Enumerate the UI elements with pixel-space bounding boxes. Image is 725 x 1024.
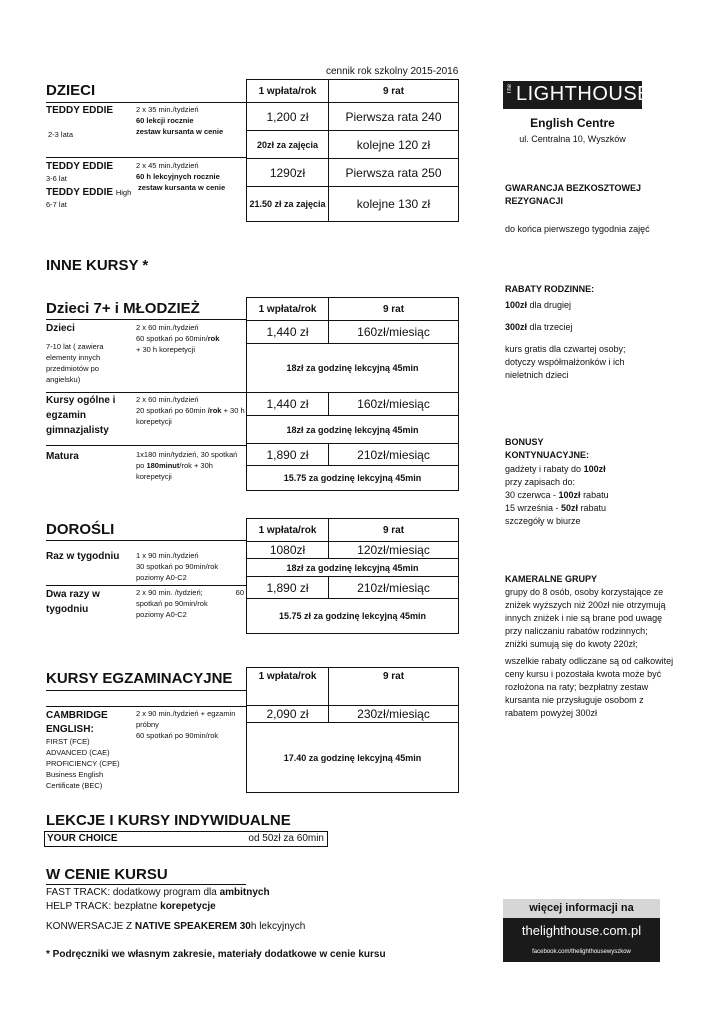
installment-dwa: 210zł/miesiąc [329,577,459,599]
contact-box [503,918,660,962]
bonus-text: rabatu [578,503,607,513]
divider [46,884,246,885]
pricelist-year: cennik rok szkolny 2015-2016 [326,66,459,77]
desc-bold: rok [207,334,220,343]
desc-line: + 30 h [221,406,245,415]
desc-line: 2 x 35 min./tydzień [136,105,199,114]
small-groups-line: wszelkie rabaty odliczane są od całkowitej ceny kursu i pozostała kwota może być rozłożona na raty; bezpłatny zestaw kursanta nie przysługuje osobom z rabatem powyżej 300zł [505,656,674,718]
course-sub: Certificate (BEC) [46,781,103,790]
bonus-list [505,463,665,528]
installment-ogolne: 160zł/miesiąc [329,393,459,416]
course-dwa-desc [136,587,244,620]
section-title-egzam: KURSY EGZAMINACYJNE [46,670,233,687]
price-dzieci: 1,440 zł [247,321,329,344]
desc-line: zestaw kursanta w cenie [136,127,224,136]
included-list [46,886,305,934]
price-table-dorosli [246,518,459,634]
desc-line: 1 x 90 min./tydzień [136,551,199,560]
header-single-payment: 1 wpłata/rok [247,668,329,706]
individual-row [44,831,328,847]
note-cambridge: 17.40 za godzinę lekcyjną 45min [247,723,459,793]
price-teddy2: 1290zł [247,159,329,187]
discount-label: dla trzeciej [527,322,573,332]
desc-line: 2 x 60 min./tydzień [136,395,199,404]
course-raz-desc [136,550,218,583]
course-ogolne [46,394,115,437]
lighthouse-logo [503,81,652,109]
header-installments: 9 rat [329,668,459,706]
footnote: * Podręczniki we własnym zakresie, materiały dodatkowe w cenie kursu [46,949,386,960]
course-dzieci-desc [136,322,219,355]
header-single-payment: 1 wpłata/rok [247,80,329,103]
discount-label: dla drugiej [527,300,572,310]
bonus-amount: 100zł [558,490,581,500]
family-discount-3 [505,321,665,334]
desc-line: 2 x 45 min./tydzień [136,161,199,170]
price-table-egzam [246,667,459,793]
bonus-text: 30 czerwca - [505,490,559,500]
brand-subtitle: English Centre [530,116,615,130]
course-sub: ADVANCED (CAE) [46,748,110,757]
desc-line: 60 lekcji rocznie [136,116,194,125]
course-name: egzamin [46,410,87,421]
section-title-mlodziez: Dzieci 7+ i MŁODZIEŻ [46,300,200,317]
header-installments: 9 rat [329,519,459,542]
header-single-payment: 1 wpłata/rok [247,298,329,321]
installment-dzieci: 160zł/miesiąc [329,321,459,344]
desc-line: 30 spotkań po 90min/rok [136,562,219,571]
course-matura-desc [136,449,237,482]
discount-amount: 100zł [505,300,528,310]
note-teddy2: 21.50 zł za zajęcia [247,187,329,222]
desc-bold: /rok [207,406,222,415]
installment-cambridge: 230zł/miesiąc [329,706,459,723]
divider [46,157,246,158]
desc-line: 2 x 90 min. /tydzień; [136,588,203,597]
course-name: tygodniu [46,604,89,615]
course-teddy2 [46,160,131,210]
divider [46,319,246,320]
included-bold: ambitnych [219,887,270,898]
bonus-amount: 100zł [583,464,606,474]
course-sub: PROFICIENCY (CPE) [46,759,120,768]
course-age: 3-6 lat [46,174,67,183]
course-matura [46,450,79,463]
header-single-payment: 1 wpłata/rok [247,519,329,542]
bonus-text: przy zapisach do: [505,477,576,487]
course-name: CAMBRIDGE [46,710,108,721]
guarantee-line: REZYGNACJI [505,196,564,206]
desc-bold: 180minut [146,461,180,470]
price-ogolne: 1,440 zł [247,393,329,416]
brand-address: ul. Centralna 10, Wyszków [519,134,626,144]
installment2-teddy1: kolejne 120 zł [329,131,459,159]
desc-line: 60 [235,588,244,597]
included-item: FAST TRACK: dodatkowy program dla [46,887,220,898]
individual-price: od 50zł za 60min [248,833,324,844]
guarantee-title [505,182,641,208]
course-sub: przedmiotów po [46,364,99,373]
course-name: Dwa razy w [46,589,100,600]
course-name: ENGLISH: [46,724,94,735]
desc-line: + 30 h korepetycji [136,345,195,354]
divider [46,585,246,586]
course-sub: 7-10 lat ( zawiera [46,342,104,351]
desc-line: próbny [136,720,159,729]
desc-line: 2 x 90 min./tydzień + egzamin [136,709,236,718]
included-bold: korepetycje [160,901,216,912]
note-ogolne: 18zł za godzinę lekcyjną 45min [247,416,459,444]
bonus-text: rabatu [580,490,609,500]
note-dzieci: 18zł za godzinę lekcyjną 45min [247,344,459,393]
price-table-dzieci [246,79,459,222]
bonus-text: szczegóły w biurze [505,516,581,526]
desc-line: spotkań po 90min/rok [136,599,208,608]
divider [46,540,246,541]
course-ogolne-desc [136,394,245,427]
installment-matura: 210zł/miesiąc [329,444,459,466]
website-link[interactable]: thelighthouse.com.pl [521,923,642,938]
header-installments: 9 rat [329,80,459,103]
small-groups-text [505,586,675,720]
course-cambridge-desc [136,708,235,741]
course-name: Matura [46,451,79,462]
course-name: TEDDY EDDIE [46,161,114,172]
price-table-mlodziez [246,297,459,491]
desc-line: 2 x 60 min./tydzień [136,323,199,332]
course-teddy1 [46,104,113,140]
desc-line: 60 h lekcyjnych rocznie [136,172,220,181]
course-sub: FIRST (FCE) [46,737,90,746]
section-title-inne: INNE KURSY * [46,257,149,274]
guarantee-line: GWARANCJA BEZKOSZTOWEJ [505,183,642,193]
course-name: TEDDY EDDIE [46,105,114,116]
desc-line: /rok + 30h [179,461,213,470]
family-discount-2 [505,299,665,312]
desc-line: 20 spotkań po 60min [136,406,208,415]
price-raz: 1080zł [247,542,329,559]
course-age: 2-3 lata [48,130,74,139]
bonus-line: BONUSY [505,437,544,447]
course-age: 6-7 lat [46,200,67,209]
divider [46,445,246,446]
course-cambridge [46,709,120,791]
note-matura: 15.75 za godzinę lekcyjną 45min [247,466,459,491]
divider [46,102,246,103]
course-sub: Business English [46,770,104,779]
included-item: KONWERSACJE Z [46,921,135,932]
included-item: HELP TRACK: bezpłatne [46,901,161,912]
course-teddy2-desc [136,160,225,193]
individual-choice: YOUR CHOICE [47,833,118,844]
divider [46,706,246,707]
desc-line: 60 spotkań po 60min/ [136,334,208,343]
course-sub: elementy innych [46,353,101,362]
small-groups-title: KAMERALNE GRUPY [505,574,598,584]
bonus-title [505,436,589,462]
desc-line: korepetycji [136,417,172,426]
course-dwa [46,588,100,616]
course-name: TEDDY EDDIE [46,187,114,198]
divider [46,392,246,393]
section-title-wcenie: W CENIE KURSU [46,866,168,883]
course-name-suffix: High [115,188,132,197]
price-cambridge: 2,090 zł [247,706,329,723]
installment-teddy2: Pierwsza rata 250 [329,159,459,187]
course-name: Dzieci [46,323,75,334]
price-matura: 1,890 zł [247,444,329,466]
price-dwa: 1,890 zł [247,577,329,599]
bonus-text: 15 września - [505,503,562,513]
bonus-line: KONTYNUACYJNE: [505,450,590,460]
desc-line: zestaw kursanta w cenie [138,183,226,192]
note-teddy1: 20zł za zajęcia [247,131,329,159]
bonus-text: gadżety i rabaty do [505,464,584,474]
course-name: Kursy ogólne i [46,395,116,406]
desc-line: 60 spotkań po 90min/rok [136,731,219,740]
logo-name: LIGHTHOUSE [516,83,652,105]
small-groups-line: zniżki sumują się do kwoty 220zł; [505,639,638,649]
note-raz: 18zł za godzinę lekcyjną 45min [247,559,459,577]
discount-amount: 300zł [505,322,528,332]
course-dzieci [46,322,104,385]
installment-raz: 120zł/miesiąc [329,542,459,559]
note-dwa: 15.75 zł za godzinę lekcyjną 45min [247,599,459,634]
desc-line: poziomy A0-C2 [136,610,187,619]
price-teddy1: 1,200 zł [247,103,329,131]
family-discount-title: RABATY RODZINNE: [505,284,595,294]
section-title-dzieci: DZIECI [46,82,96,99]
installment-teddy1: Pierwsza rata 240 [329,103,459,131]
divider [46,690,246,691]
small-groups-line: grupy do 8 osób, osoby korzystające ze zniżek wyższych niż 200zł nie otrzymują innych zniżek i nie są brane pod uwagę przy naliczaniu rabatów rodzinnych; [505,587,666,636]
desc-line: poziomy A0-C2 [136,573,187,582]
logo-the: The [507,84,513,95]
guarantee-text: do końca pierwszego tygodnia zajęć [505,224,650,234]
header-installments: 9 rat [329,298,459,321]
bonus-amount: 50zł [561,503,579,513]
course-name: gimnazjalisty [46,425,109,436]
family-discount-4: kurs gratis dla czwartej osoby; dotyczy współmałżonków i ich nieletnich dzieci [505,344,626,380]
desc-line: 1x180 min/tydzień, 30 spotkań [136,450,238,459]
course-name: Raz w tygodniu [46,551,120,562]
course-raz [46,550,119,563]
included-item: h lekcyjnych [250,921,306,932]
section-title-indyw: LEKCJE I KURSY INDYWIDUALNE [46,812,291,829]
facebook-link[interactable]: facebook.com/thelighthousewyszkow [532,949,631,955]
course-sub: angielsku) [46,375,81,384]
desc-line: po [136,461,147,470]
section-title-dorosli: DOROŚLI [46,521,115,538]
course-teddy1-desc [136,104,223,137]
desc-line: korepetycji [136,472,172,481]
included-bold: NATIVE SPEAKEREM 30 [134,921,251,932]
installment2-teddy2: kolejne 130 zł [329,187,459,222]
more-info-label: więcej informacji na [503,899,660,918]
